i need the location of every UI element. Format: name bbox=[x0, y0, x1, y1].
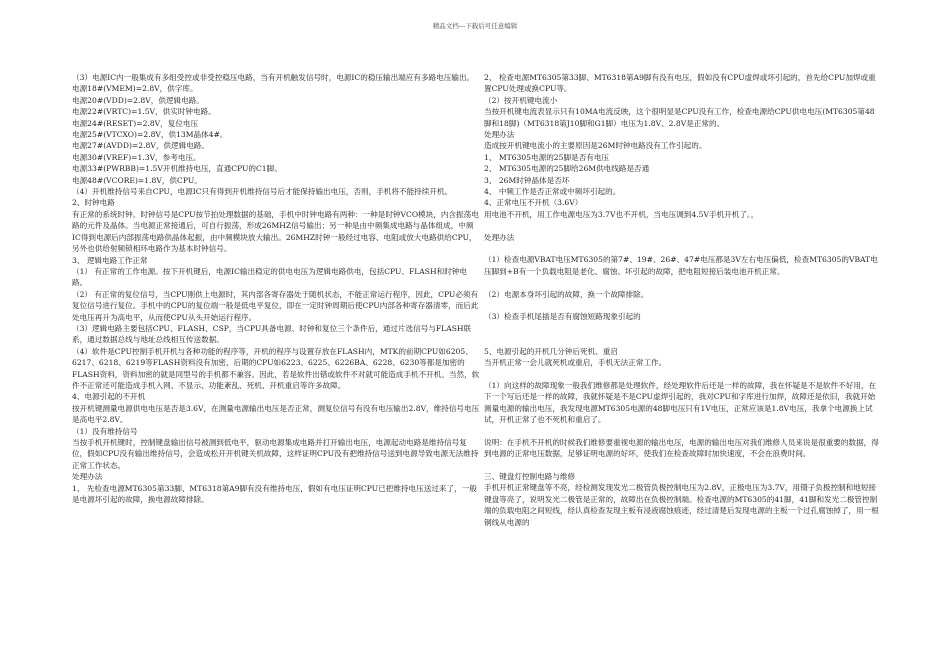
paragraph: 5、电源引起的开机几分钟后死机、重启 bbox=[484, 346, 618, 356]
paragraph: （3）检查手机尾插是否有腐蚀短路现象引起的 bbox=[484, 312, 641, 322]
paragraph: （1） 有正常的工作电源。按下开机键后，电源IC输出稳定的供电电压为逻辑电路供电，包括CPU、FLASH和时钟电路。 bbox=[72, 266, 467, 288]
paragraph: （4）开机维持信号来自CPU，电源IC只有得到开机维持信号后才能保持输出电压，否则，手机将不能持续开机。 bbox=[72, 187, 453, 197]
paragraph: 造成按开机键电流小的主要原因是26M时钟电路没有工作引起的。 bbox=[484, 141, 707, 151]
paragraph: 手机开机正常键盘等不亮，经检测发现发光二极管负极控制电压为2.8V，正极电压为3.7V，用镊子负极控制和地短接键盘等亮了，说明发光二极管是正常的，故障出在负极控制端。检查电源的MT6305的41脚，41脚和发光二极管控制端的负载电阻之间短线，经认真检查发现主板有浸液腐蚀痕迹，经过清楚后发现电源的主板一个过孔腐蚀掉了，用一根铜线从电源的 bbox=[484, 483, 879, 527]
paragraph: 2、 MT6305电源的25脚给26M供电线路是否通 bbox=[484, 164, 650, 174]
paragraph: 4、电源引起的不开机 bbox=[72, 392, 146, 402]
paragraph: 电源18#(VMEM)=2.8V，供字库。 bbox=[72, 84, 198, 94]
paragraph bbox=[484, 368, 880, 379]
paragraph: 有正常的系统时钟。时钟信号是CPU按节拍处理数据的基础，手机中时钟电路有两种：一种是时钟VCO模块，内含振荡电路的元件及晶体。当电源正常接通后，可自行振荡，形成26MHZ信号输出；另一种是由中频集成电路与晶体组成，中频IC得到电源后内部振荡电路供晶体起振，由中频模块放大输出。26MHZ时钟一般经过电容、电阻或放大电路供给CPU，另外也供给射频锁相环电路作为基本时钟信号。 bbox=[72, 209, 479, 254]
paragraph: 用电池不开机，用工作电源电压为3.7V也不开机，当电压调到4.5V手机开机了。， bbox=[484, 209, 759, 219]
paragraph: 3、 26M时钟晶体是否坏 bbox=[484, 175, 570, 185]
paragraph: 电源27#(AVDD)=2.8V，供逻辑电路。 bbox=[72, 141, 209, 151]
paragraph bbox=[484, 300, 880, 311]
paragraph bbox=[484, 460, 880, 471]
paragraph: （2）电源本身坏引起的故障，换一个故障排除。 bbox=[484, 289, 649, 299]
paragraph: 当按开机键电流表显示只有10MA电流反映，这个很明显是CPU没有工作，检查电源给CPU供电电压(MT6305第48脚和18脚)（MT6318第J10脚和G1脚）电压为1.8V、2.8V是正常的。 bbox=[484, 107, 875, 128]
paragraph: 电源20#(VDD)=2.8V，供逻辑电路。 bbox=[72, 95, 204, 105]
page-header: 精品文档---下载后可任意编辑 bbox=[432, 22, 518, 30]
paragraph: 电源24#(RESET)=2.8V，复位电压 bbox=[72, 118, 199, 128]
paragraph: 2、时钟电路 bbox=[72, 198, 115, 208]
paragraph bbox=[484, 425, 880, 436]
paragraph: 3、 逻辑电路工作正常 bbox=[72, 255, 148, 265]
paragraph bbox=[484, 277, 880, 288]
paragraph: 处理办法 bbox=[72, 472, 103, 482]
paragraph: 按开机键测量电源供电电压是否是3.6V，在测量电源输出电压是否正常，测复位信号有没有电压输出2.8V，维持信号电压是高电平2.8V。 bbox=[72, 403, 480, 425]
paragraph: 4、正常电压不开机（3.6V） bbox=[484, 198, 583, 208]
paragraph: 三、键盘灯控制电路与维修 bbox=[484, 472, 576, 482]
paragraph: 2、 检查电源MT6305第33脚、MT6318第A9脚有没有电压，假如没有CPU虚焊或坏引起的，首先给CPU加焊或重置CPU处理或换CPU等。 bbox=[484, 73, 876, 94]
paragraph bbox=[484, 323, 880, 334]
paragraph: （1）向这样的故障现象一般我们维修都是处理软件，经处理软件后还是一样的故障，我在怀疑是不是软件不好用，在下一个写后还是一样的故障，我就怀疑是不是CPU虚焊引起的，我对CPU和字库进行加焊，故障还是依旧，我就开始测量电源的输出电压，我发现电源MT6305电源的48脚电压只有1V电压，正常应该是1.8V电压，我拿个电源换上试试，开机正常了也不死机和重启了。 bbox=[484, 380, 877, 425]
paragraph: 1、 MT6305电源的25脚是否有电压 bbox=[484, 152, 610, 162]
paragraph: 处理办法 bbox=[484, 232, 515, 242]
paragraph bbox=[484, 243, 880, 254]
paragraph: （3）逻辑电路主要包括CPU、FLASH、CSP，当CPU具备电源、时钟和复位三个条件后，通过片选信号与FLASH联系，通过数据总线与地址总线相互传送数据。 bbox=[72, 323, 472, 345]
paragraph: 1、 先检查电源MT6305第33脚、MT6318第A9脚有没有维持电压，假如有电压证明CPU已把维持电压送过来了，一般是电源坏引起的故障，换电源故障排除。 bbox=[72, 483, 477, 505]
paragraph: （1）没有维持信号 bbox=[72, 426, 138, 436]
paragraph: 电源33#(PWRBB)=1.5V开机维持电压，直通CPU的C1脚。 bbox=[72, 164, 282, 174]
paragraph: 电源48#(VCORE)=1.8V，供CPU。 bbox=[72, 175, 202, 185]
paragraph: 当按手机开机键时，控制键盘输出信号被测到低电平，驱动电源集成电路并打开输出电压，电源起动电路是维持信号复位，假如CPU没有输出维持信号，会造成松开开机键关机故障，这样证明CPU没有把维持信号送到电源导致电源无法维持正常工作状态。 bbox=[72, 438, 479, 470]
paragraph: 电源30#(VREF)=1.3V，参考电压。 bbox=[72, 152, 201, 162]
left-column bbox=[72, 72, 482, 505]
paragraph: （1）检查电源VBAT电压MT6305的第7#、19#、26#、47#电压都是3V左右电压偏低，检查MT6305的VBAT电压脚到+B有一个负载电阻是老化、腐蚀、坏引起的故障，把电阻短接后装电池开机正常。 bbox=[484, 255, 878, 276]
paragraph: 说明：在手机不开机的时候我们维修要重视电源的输出电压，电源的输出电压对我们维修人员来说是很重要的数据，得到电源的正常电压数据，足够证明电源的好坏，使我们在检查故障时加快速度，不会在浪费时间。 bbox=[484, 437, 879, 459]
right-column bbox=[484, 72, 880, 528]
paragraph: （3）电源IC内一般集成有多组受控或非受控稳压电路，当有开机触发信号时，电源IC的稳压输出端应有多路电压输出。 bbox=[72, 73, 475, 82]
paragraph: 4、 中频工作是否正常或中频坏引起的。 bbox=[484, 187, 621, 197]
paragraph bbox=[484, 334, 880, 345]
paragraph: （2） 有正常的复位信号，当CPU刚供上电源时，其内部各寄存器处于随机状态，不能正常运行程序，因此，CPU必须有复位信号进行复位。手机中的CPU的复位端一般是低电平复位，即在一定时钟周期后使CPU内部各种寄存器清零，而后此处电压再升为高电平，从而使CPU从头开始运行程序。 bbox=[72, 289, 479, 322]
paragraph: 电源25#(VTCXO)=2.8V，供13M晶体4#。 bbox=[72, 130, 228, 140]
paragraph: 当开机正常一会儿就死机或重启，手机无法正常工作。 bbox=[484, 358, 667, 368]
paragraph: （2）按开机键电流小 bbox=[484, 95, 558, 105]
paragraph: 处理办法 bbox=[484, 130, 515, 140]
paragraph bbox=[484, 220, 880, 231]
paragraph: （4）软件是CPU控制手机开机与各种功能的程序等，开机的程序与设置存放在FLASH内，MTK的前期CPU如6205、6217、6218、6219等FLASH资料没有加密，后期的CPU如6223、6225、6226BA、6228、6230等都是加密的FLASH资料，资料加密的就是同型号的手机都不兼容。因此，若是软件出错或软件不对就可能造成手机不开机。当然，软件不正常还可能造成手机入网、不显示、功能紊乱、死机、开机重启等许多故障。 bbox=[72, 346, 480, 390]
paragraph: 电源22#(VRTC)=1.5V，供实时钟电路。 bbox=[72, 107, 216, 117]
